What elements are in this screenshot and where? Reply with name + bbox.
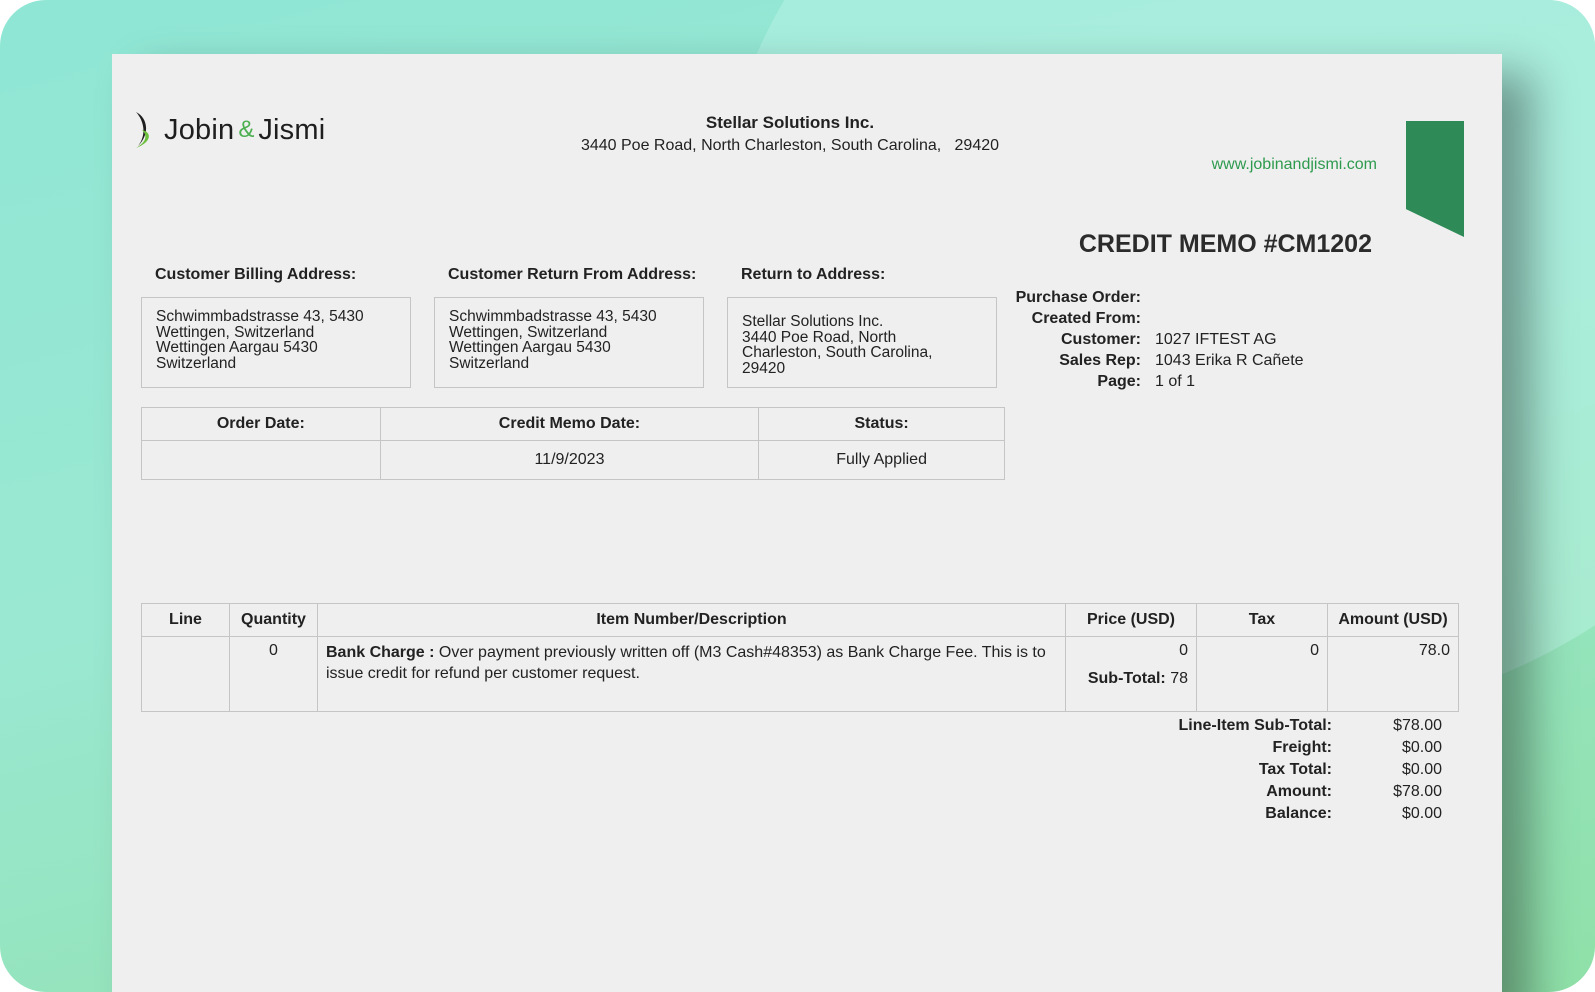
brand-ribbon — [1406, 121, 1464, 237]
address-line: Stellar Solutions Inc. — [742, 313, 884, 330]
column-header-quantity: Quantity — [230, 604, 318, 637]
table-header-row — [142, 604, 1459, 637]
row-subtotal-label: Sub-Total: — [1087, 670, 1166, 687]
order-date-value — [142, 441, 381, 480]
info-value: 1 of 1 — [1155, 373, 1196, 390]
tax-cell: 0 — [1197, 637, 1328, 712]
totals-key: Amount: — [1266, 783, 1332, 800]
price-value: 0 — [1179, 642, 1188, 659]
table-row — [142, 637, 1459, 712]
return-from-address-label: Customer Return From Address: — [448, 266, 697, 283]
address-line: Switzerland — [156, 354, 237, 372]
address-line: Wettingen Aargau 5430 — [449, 339, 611, 356]
totals-row — [1112, 715, 1462, 737]
column-header-line: Line — [142, 604, 230, 637]
description-cell — [318, 637, 1066, 712]
totals-value: $78.00 — [1393, 783, 1442, 800]
info-value: 1043 Erika R Cañete — [1155, 352, 1304, 369]
totals-row — [1112, 737, 1462, 759]
return-to-address-box — [727, 297, 997, 388]
line-items-table — [141, 603, 1459, 712]
column-header-tax: Tax — [1197, 604, 1328, 637]
info-value: 1027 IFTEST AG — [1155, 331, 1277, 348]
info-row — [1002, 329, 1422, 350]
info-row — [1002, 350, 1422, 371]
info-row — [1002, 371, 1422, 392]
item-description: Over payment previously written off (M3 Cash#48353) as Bank Charge Fee. This is to issue credit for refund per customer request. — [326, 644, 1046, 682]
status-header: Status: — [759, 408, 1005, 441]
totals-row — [1112, 759, 1462, 781]
website-link[interactable]: www.jobinandjismi.com — [1211, 156, 1377, 173]
company-address: 3440 Poe Road, North Charleston, South Carolina, 29420 — [580, 137, 1000, 154]
totals-key: Balance: — [1265, 805, 1332, 822]
info-key: Sales Rep: — [1059, 352, 1141, 369]
billing-address-label: Customer Billing Address: — [155, 266, 357, 283]
status-value: Fully Applied — [759, 441, 1005, 480]
info-key: Customer: — [1060, 331, 1141, 348]
amount-cell: 78.0 — [1328, 637, 1459, 712]
column-header-description: Item Number/Description — [318, 604, 1066, 637]
quantity-cell: 0 — [230, 637, 318, 712]
address-line: Switzerland — [449, 354, 530, 372]
info-row — [1002, 287, 1422, 308]
address-line: Schwimmbadstrasse 43, 5430 — [156, 308, 364, 325]
company-name: Stellar Solutions Inc. — [705, 113, 875, 132]
totals-value: $0.00 — [1401, 761, 1442, 778]
address-line: Wettingen Aargau 5430 — [156, 339, 318, 356]
row-subtotal-value: 78 — [1170, 670, 1188, 687]
address-line: Wettingen, Switzerland — [156, 323, 315, 341]
row-subtotal — [1067, 670, 1188, 688]
billing-address-box — [141, 297, 411, 388]
address-line: Wettingen, Switzerland — [449, 323, 608, 341]
totals-key: Freight: — [1272, 739, 1332, 756]
price-cell — [1066, 637, 1197, 712]
totals-row — [1112, 803, 1462, 825]
credit-memo-date-value: 11/9/2023 — [380, 441, 759, 480]
totals-summary — [1112, 715, 1462, 825]
memo-title: CREDIT MEMO #CM1202 — [1078, 230, 1372, 258]
info-key: Created From: — [1031, 310, 1141, 327]
totals-value: $0.00 — [1401, 739, 1442, 756]
return-from-address-box — [434, 297, 704, 388]
address-line: 29420 — [742, 359, 786, 377]
credit-memo-document — [112, 54, 1502, 992]
address-line: 3440 Poe Road, North — [742, 328, 897, 346]
memo-meta-table — [141, 407, 1005, 480]
address-line: Charleston, South Carolina, — [742, 344, 933, 361]
memo-info — [1002, 287, 1422, 392]
order-date-header: Order Date: — [142, 408, 381, 441]
totals-value: $78.00 — [1393, 717, 1442, 734]
info-key: Purchase Order: — [1015, 289, 1141, 306]
info-key: Page: — [1097, 373, 1141, 390]
brand-name-part2: Jismi — [258, 113, 326, 146]
item-name: Bank Charge : — [326, 644, 435, 661]
column-header-price: Price (USD) — [1066, 604, 1197, 637]
line-cell — [142, 637, 230, 712]
brand-name-part1: Jobin — [164, 113, 235, 146]
address-line: Schwimmbadstrasse 43, 5430 — [449, 308, 657, 325]
totals-value: $0.00 — [1401, 805, 1442, 822]
column-header-amount: Amount (USD) — [1328, 604, 1459, 637]
totals-key: Line-Item Sub-Total: — [1178, 717, 1332, 734]
brand-ampersand: & — [238, 116, 255, 143]
credit-memo-date-header: Credit Memo Date: — [380, 408, 759, 441]
totals-row — [1112, 781, 1462, 803]
totals-key: Tax Total: — [1258, 761, 1332, 778]
company-header — [472, 112, 1108, 158]
logo-mark-icon — [132, 110, 158, 150]
info-row — [1002, 308, 1422, 329]
brand-logo — [132, 108, 325, 152]
return-to-address-label: Return to Address: — [741, 266, 886, 283]
